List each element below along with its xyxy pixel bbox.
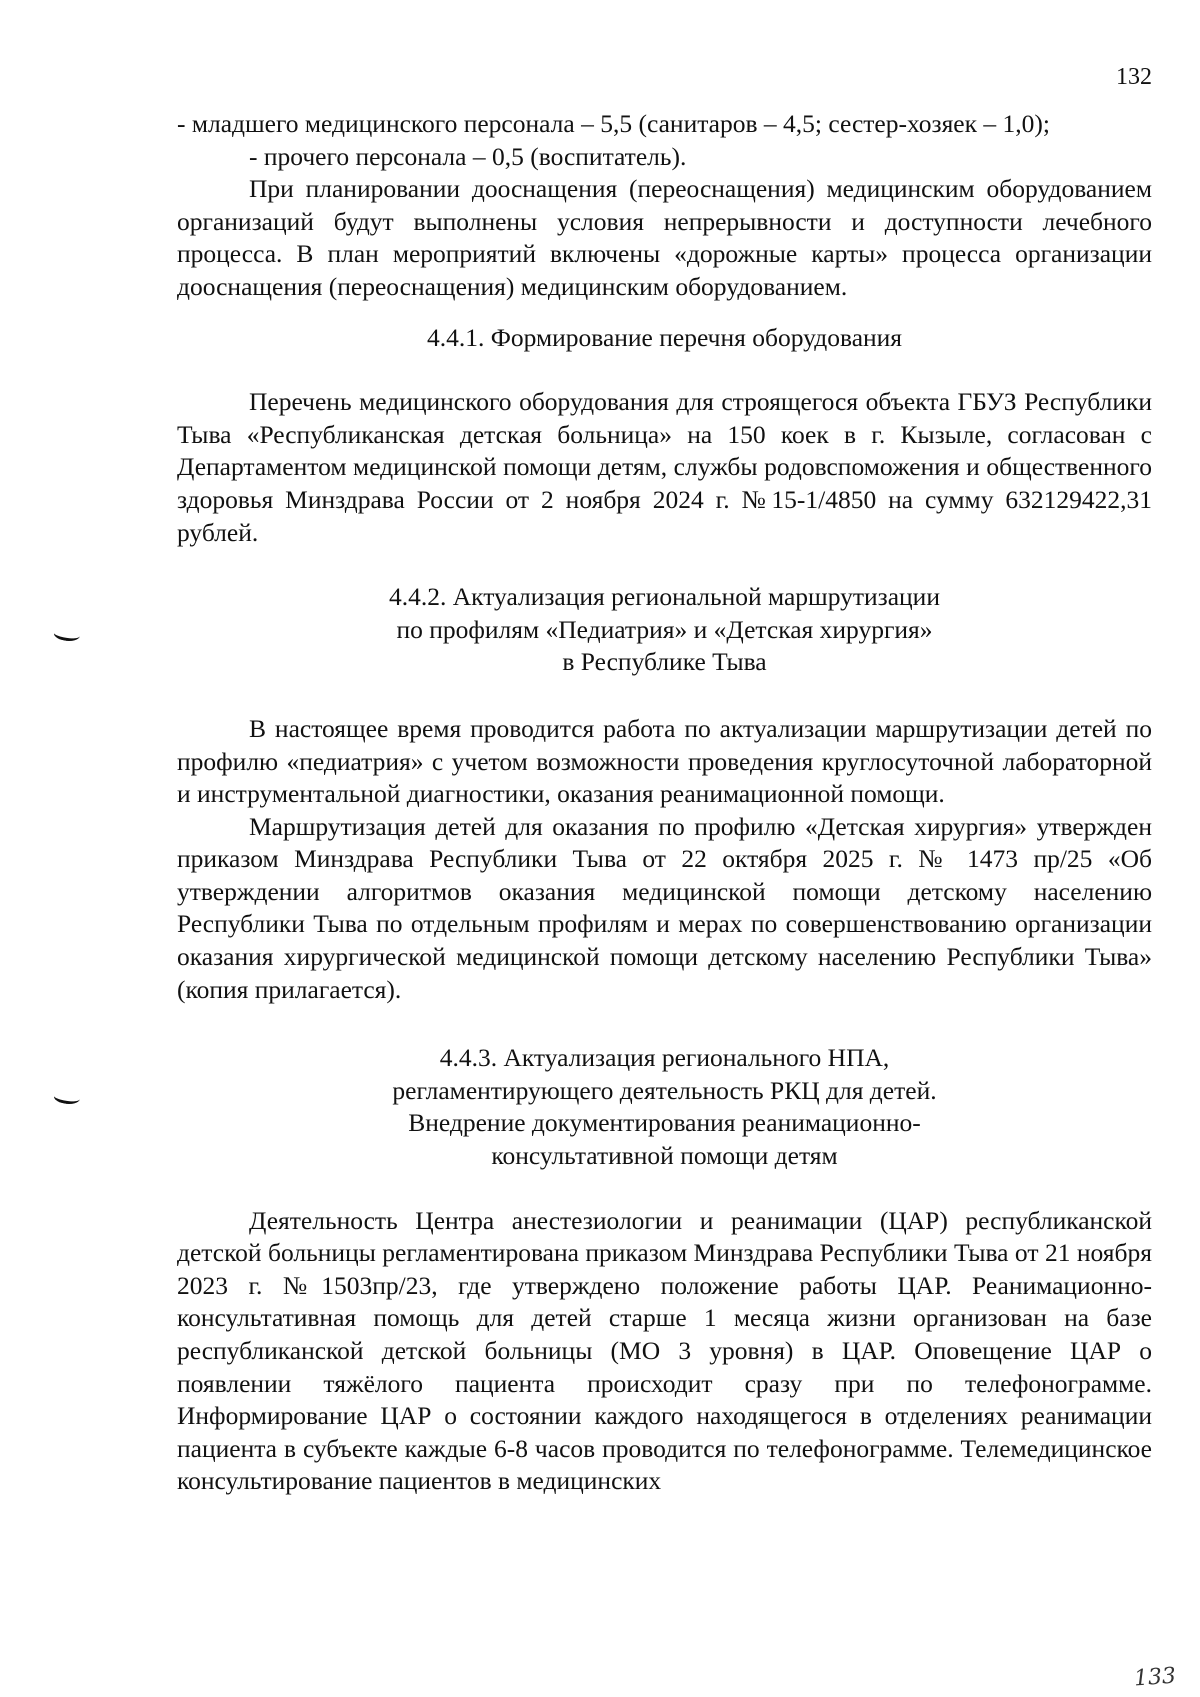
section-4-4-1-heading: 4.4.1. Формирование перечня оборудования bbox=[426, 322, 903, 352]
heading-line: регламентирующего деятельность РКЦ для детей. bbox=[392, 1075, 937, 1105]
document-body bbox=[177, 108, 1152, 1498]
heading-line: Внедрение документирования реанимационно- bbox=[408, 1108, 921, 1138]
section-4-4-3-heading bbox=[177, 1042, 1152, 1172]
heading-line: 4.4.2. Актуализация региональной маршрутизации bbox=[389, 582, 940, 612]
equipment-planning-paragraph: При планировании дооснащения (переоснащения) медицинским оборудованием организаций будут выполнены условия непрерывности и доступности лечебного процесса. В план мероприятий включены «дорожные карты» процесса организации дооснащения (переоснащения) медицинским оборудованием. bbox=[177, 174, 1152, 301]
section-4-4-3-paragraph: Деятельность Центра анестезиологии и реанимации (ЦАР) республиканской детской больницы регламентирована приказом Минздрава Республики Тыва от 21 ноября 2023 г. №1503пр/23, где утверждено положение работы ЦАР. Реанимационно-консультативная помощь для детей старше 1 месяца жизни организован на базе республиканской детской больницы (МО 3 уровня) в ЦАР. Оповещение ЦАР о появлении тяжёлого пациента происходит сразу при по телефонограмме. Информирование ЦАР о состоянии каждого находящегося в отделениях реанимации пациента в субъекте каждые 6-8 часов проводится по телефонограмме. Телемедицинское консультирование пациентов в медицинских bbox=[177, 1205, 1152, 1496]
handwritten-page-number: 133 bbox=[1133, 1663, 1177, 1692]
heading-line: консультативной помощи детям bbox=[491, 1141, 838, 1171]
heading-line: 4.4.3. Актуализация регионального НПА, bbox=[439, 1043, 890, 1073]
heading-line: по профилям «Педиатрия» и «Детская хирургия» bbox=[396, 614, 933, 644]
other-staff-item: - прочего персонала – 0,5 (воспитатель). bbox=[249, 141, 687, 171]
heading-line: в Республике Тыва bbox=[562, 647, 767, 677]
section-4-4-2-heading bbox=[177, 581, 1152, 679]
section-4-4-2-paragraph-2: Маршрутизация детей для оказания по профилю «Детская хирургия» утвержден приказом Минздрава Республики Тыва от 22 октября 2025 г. № 1473 пр/25 «Об утверждении алгоритмов оказания медицинской помощи детскому населению Республики Тыва по отдельным профилям и мерах по совершенствованию организации оказания хирургической медицинской помощи детскому населению Республики Тыва» (копия прилагается). bbox=[177, 811, 1152, 1004]
section-4-4-2-paragraph-1: В настоящее время проводится работа по актуализации маршрутизации детей по профилю «педиатрия» с учетом возможности проведения круглосуточной лабораторной и инструментальной диагностики, оказания реанимационной помощи. bbox=[177, 713, 1152, 809]
junior-staff-item: - младшего медицинского персонала – 5,5 (санитаров – 4,5; сестер-хозяек – 1,0); bbox=[177, 109, 1050, 138]
section-4-4-1-paragraph: Перечень медицинского оборудования для строящегося объекта ГБУЗ Республики Тыва «Республиканская детская больница» на 150 коек в г. Кызыле, согласован с Департаментом медицинской помощи детям, службы родовспоможения и общественного здоровья Минздрава России от 2 ноября 2024 г. №15-1/4850 на сумму 632129422,31 рублей. bbox=[177, 387, 1152, 547]
page-number: 132 bbox=[1116, 64, 1152, 90]
margin-tick-mark bbox=[53, 625, 81, 643]
margin-tick-mark bbox=[53, 1088, 81, 1106]
